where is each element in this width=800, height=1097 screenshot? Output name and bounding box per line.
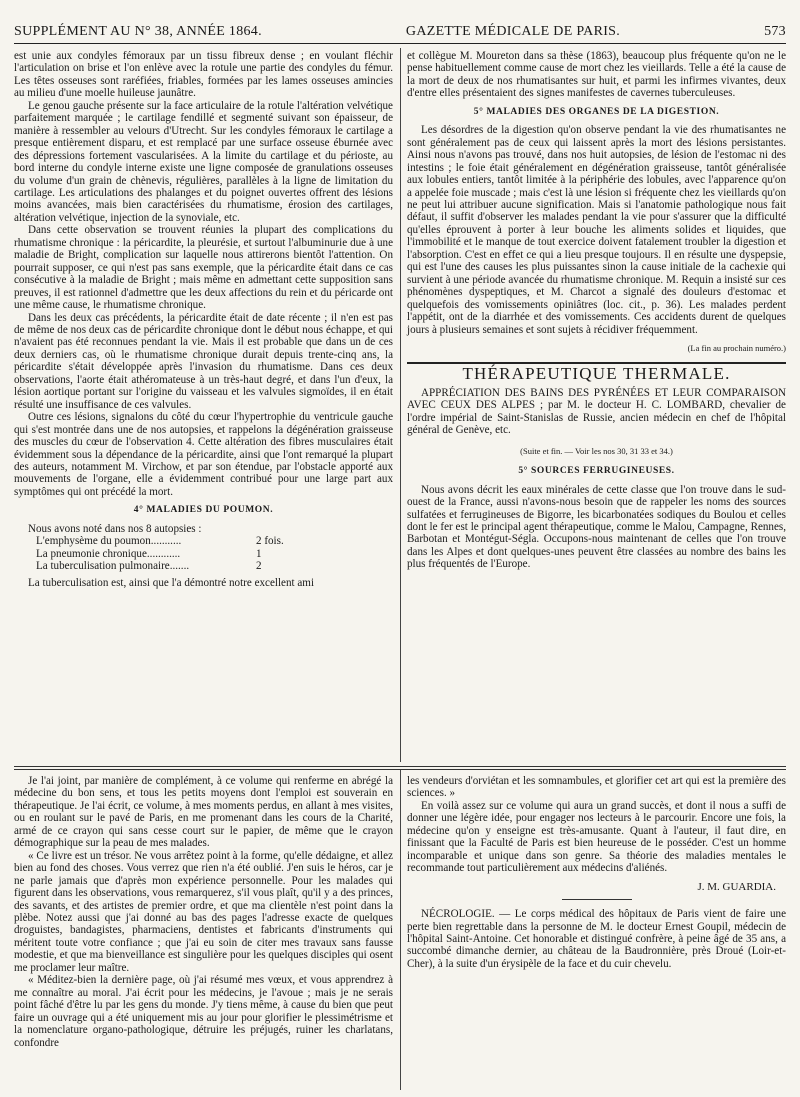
- page-header: [14, 20, 786, 40]
- signature-rule: [562, 899, 632, 900]
- paragraph: les vendeurs d'orviétan et les somnambules, et glorifier cet art qui est la première des sciences. »: [407, 775, 786, 800]
- list-item-value: 2 fois.: [256, 535, 284, 548]
- list-item: [14, 560, 393, 572]
- section-heading-poumon: 4° MALADIES DU POUMON.: [133, 505, 274, 516]
- paragraph: Outre ces lésions, signalons du côté du cœur l'hypertrophie du ventricule gauche qui s'est montrée dans une de nos autopsies, et rappelons la dégénération graisseuse des muscles du cœur de l'observation 4. Cette altération des fibres musculaires était évidemment sous la dépendance de la péricardite, ainsi que l'ont remarqué la plupart des auteurs, notamment M. Virchow, et par son étendue, par l'obstacle apporté aux mouvements de l'organe, elle a évidemment contribué pour une large part aux symptômes qui ont précédé la mort.: [14, 411, 393, 498]
- right-column: [407, 50, 786, 571]
- header-supplement: SUPPLÉMENT AU N° 38, ANNÉE 1864.: [14, 24, 262, 39]
- paragraph: « Méditez-bien la dernière page, où j'ai résumé mes vœux, et vous apprendrez à me connaître au moral. J'ai écrit pour les médecins, je l'avoue ; mais je ne serais point fâché d'être lu par les gens du monde. J'y tiens même, à cause du bien que peut faire un ouvrage qui a été uniquement mis au jour pour glorifier le plessimétrisme et la nomenclature organo-pathologique, détruire les préjugés, ruiner les charlatans, confondre: [14, 974, 393, 1049]
- left-column: [14, 50, 393, 589]
- header-page-number: 573: [764, 24, 786, 39]
- bottom-right-column: [407, 775, 786, 970]
- list-item-label: L'emphysème du poumon...........: [36, 535, 182, 548]
- continuation-note: (La fin au prochain numéro.): [687, 342, 786, 353]
- paragraph: Les désordres de la digestion qu'on observe pendant la vie des rhumatisantes ne sont généralement pas de ceux qui laissent après la mort des lésions persistantes. Ainsi nous n'avons pas trouvé, dans nos huit autopsies, de lésion de l'estomac ni des intestins ; le foie était généralement en dégénération graisseuse, tantôt généralisée aux lobules entiers, tantôt limitée à la périphérie des lobules, avec l'apparence qu'on a appelée foie muscade ; mais c'est là une lésion si fréquente chez les vieillards qu'on ne peut lui attribuer aucune signification. Mais si l'anatomie pathologique nous fait défaut, il suffit d'observer les malades pendant la vie pour s'assurer que la difficulté qu'elles éprouvent à porter à leur bouche les aliments solides et liquides, que l'immobilité et le manque de tout exercice doivent fatalement troubler la digestion et l'absorption. C'est en effet ce qui a lieu presque toujours. Il en résulte une dyspepsie, qui est l'une des causes les plus puissantes sinon la cause initiale de la cachexie qui survient à une période avancée du rhumatisme chronique. M. Requin a insisté sur ces phénomènes dyspeptiques, et M. Charcot a signalé des douleurs d'estomac et quelquefois des vomissements opiniâtres (loc. cit., p. 36). Les malades perdent l'appétit, ont de la diarrhée et des vomissements. Ces accidents durent de quelques jours à plusieurs semaines et sont sujets à récidiver fréquemment.: [407, 124, 786, 336]
- header-journal-title: GAZETTE MÉDICALE DE PARIS.: [405, 24, 621, 39]
- header-rule: [14, 43, 786, 44]
- author-signature: J. M. GUARDIA.: [697, 880, 776, 893]
- section-divider-rule-2: [14, 769, 786, 770]
- article-note: (Suite et fin. — Voir les nos 30, 31 33 et 34.): [520, 445, 673, 456]
- column-divider-top: [400, 48, 401, 762]
- article-intro: APPRÉCIATION DES BAINS DES PYRÉNÉES ET LEUR COMPARAISON AVEC CEUX DES ALPES ; par M. le docteur H. C. LOMBARD, chevalier de l'ordre impérial de Saint-Stanislas de Russie, ancien médecin en chef de l'hôpital général de Genève, etc.: [407, 386, 786, 437]
- article-title: THÉRAPEUTIQUE THERMALE.: [462, 364, 731, 384]
- list-item: [14, 548, 393, 560]
- bottom-left-column: [14, 775, 393, 1049]
- list-item: [14, 535, 393, 547]
- paragraph: Je l'ai joint, par manière de complément, à ce volume qui renferme en abrégé la médecine du bon sens, et tous les petits moyens dont l'emploi est souverain en thérapeutique. Je l'ai écrit, ce volume, à mes moments perdus, en allant à mes visites, ou en roulant sur le pavé de Paris, en me promenant dans les cours de la Charité, armé de ce crayon qui sans cesse court sur le papier, de même que le crayon démographique sur la peau de mes malades.: [14, 775, 393, 850]
- list-item-value: 1: [256, 547, 262, 560]
- column-divider-bottom: [400, 770, 401, 1090]
- paragraph: Le genou gauche présente sur la face articulaire de la rotule l'altération velvétique parfaitement marquée ; le cartilage fendillé et segmenté suivant son épaisseur, de manière à ressembler au velours d'Utrecht. Sur les condyles fémoraux le cartilage a presque entièrement disparu, et est remplacé par une surface osseuse éburnée avec des dépressions fortement vascularisées. A la limite du cartilage et du périoste, au bord interne du condyle interne existe une ligne composée de granulations osseuses du volume d'un grain de chènevis, régulières, parallèles à la ligne de limitation du cartilage. Les articulations des phalanges et du poignet ouvertes offrent des lésions moins avancées, mais bien caractérisées du rhumatisme, érosion des cartilages, altération velvétique, injection de la synoviale, etc.: [14, 99, 393, 224]
- list-item-label: La tuberculisation pulmonaire.......: [36, 560, 190, 573]
- paragraph: La tuberculisation est, ainsi que l'a démontré notre excellent ami: [28, 576, 315, 589]
- necrology-paragraph: NÉCROLOGIE. — Le corps médical des hôpitaux de Paris vient de faire une perte bien regrettable dans la personne de M. le docteur Ernest Goupil, médecin de l'hôpital Saint-Antoine. Cet honorable et distingué confrère, à peine âgé de 35 ans, a succombé dimanche dernier, au château de la Baudronnière, près Droué (Loir-et-Cher), à la suite d'un érysipèle de la face et du cuir chevelu.: [407, 908, 786, 970]
- paragraph: Nous avons noté dans nos 8 autopsies :: [28, 522, 202, 535]
- paragraph: et collègue M. Moureton dans sa thèse (1863), beaucoup plus fréquente qu'on ne le pense habituellement comme cause de mort chez les vieillards. Telle a été la cause de la mort de deux de nos rhumatisantes sur huit, et parmi les infirmes vivantes, deux d'entre elles présentaient des signes manifestes de cavernes tuberculeuses.: [407, 50, 786, 100]
- paragraph: « Ce livre est un trésor. Ne vous arrêtez point à la forme, qu'elle dédaigne, et allez bien au fond des choses. Vous verrez que rien n'a été oublié. J'en suis le héros, car je ne parle jamais que d'après mon expérience personnelle. Pour les malades qui figurent dans les observations, vous remarquerez, s'il vous plaît, qu'il y a des princes, des savants, et des artistes de premier ordre, et que ma clientèle n'est point dans la plèbe. Notez aussi que j'ai donné au bas des pages l'adresse exacte de quelques droguistes, bandagistes, pharmaciens, dentistes et fabricants d'instruments qui méritent toute votre confiance ; que j'ai eu soin de citer mes travaux sans fausse modestie, et que ma bienveillance est singulière pour les quelques disciples qui osent me proclamer leur maître.: [14, 849, 393, 974]
- section-divider-rule: [14, 766, 786, 767]
- section-heading-ferrugineuses: 5° SOURCES FERRUGINEUSES.: [518, 466, 675, 477]
- list-item-label: La pneumonie chronique............: [36, 547, 181, 560]
- paragraph: Dans les deux cas précédents, la péricardite était de date récente ; il n'en est pas de même de nos deux cas de péricardite chronique dont le début nous échappe, et qui n'avaient pas été reconnues pendant la vie. Mais il est probable que dans un de ces deux derniers cas, où le rhumatisme chronique durait depuis trente-cinq ans, la péricardite s'était développée après l'invasion du rhumatisme. Dans ces deux observations, l'aorte était athéromateuse à un très-haut degré, et dans l'un d'eux, la lésion aortique portant sur l'origine du vaisseau et les valvules sigmoïdes, il en était résulté une insuffisance de ces valvules.: [14, 311, 393, 411]
- list-item-value: 2: [256, 560, 262, 573]
- paragraph: Nous avons décrit les eaux minérales de cette classe que l'on trouve dans le sud-ouest de la France, aussi n'avons-nous besoin que de rappeler les noms des sources sulfatées et ferrugineuses de Bigorre, les bicarbonatées sodiques du Boulou et celles dont le fer est le principal agent thérapeutique, comme le Malou, Campagne, Rennes, Barbotan et Montégut-Ségla. Occupons-nous maintenant de celles que l'on trouve dans les Alpes et dont quelques-unes peuvent être classées au nombre des bains les plus fréquentés de l'Europe.: [407, 483, 786, 571]
- paragraph: est unie aux condyles fémoraux par un tissu fibreux dense ; en voulant fléchir l'articulation on brise et l'on enlève avec la rotule une partie des condyles du fémur. Les têtes osseuses sont raréfiées, friables, formées par les lames osseuses amincies au milieu d'une moelle huileuse jaunâtre.: [14, 50, 393, 100]
- paragraph: Dans cette observation se trouvent réunies la plupart des complications du rhumatisme chronique : la péricardite, la pleurésie, et surtout l'albuminurie due à une maladie de Bright, complication sur laquelle nous attirerons bientôt l'attention. On pourrait supposer, ce qui n'est pas sans exemple, que la péricardite était dans ce cas consécutive à la maladie de Bright ; mais même en admettant cette supposition sans preuves, il est rationnel d'admettre que les deux affections du rein et du péricarde ont une même cause, le rhumatisme chronique.: [14, 224, 393, 312]
- paragraph: En voilà assez sur ce volume qui aura un grand succès, et dont il nous a suffi de donner une légère idée, pour engager nos lecteurs à le parcourir. Encore une fois, la médecine qu'on y enseigne est très-amusante. Quant à l'auteur, il faut dire, en finissant que la Faculté de Paris est bien heureuse de le posséder. C'est un homme incomparable et unique dans son genre. Sa théorie des maladies mentales le recommande tout particulièrement aux médecins d'aliénés.: [407, 799, 786, 875]
- section-heading-digestion: 5° MALADIES DES ORGANES DE LA DIGESTION.: [473, 106, 720, 117]
